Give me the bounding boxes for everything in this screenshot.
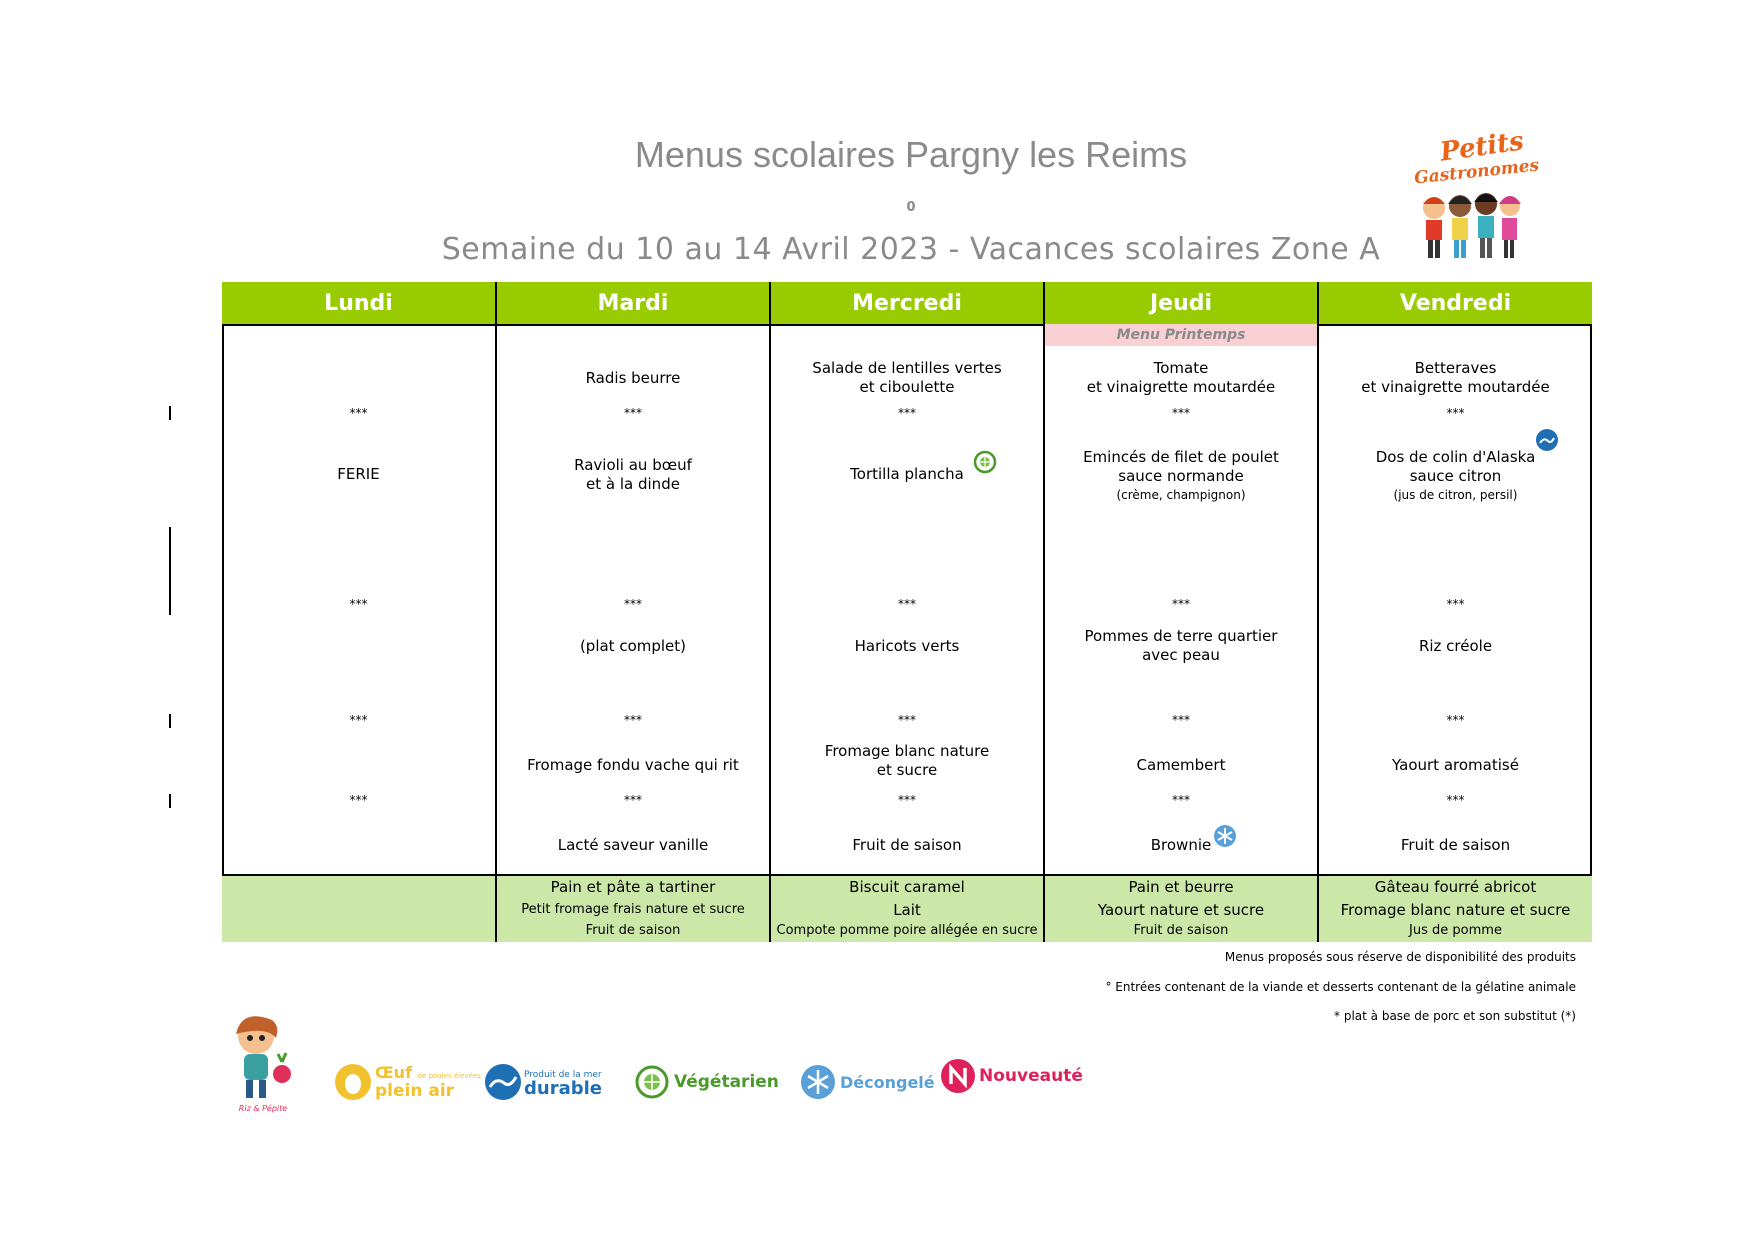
gouter-item: Gâteau fourré abricot <box>1374 878 1537 896</box>
day-column-mardi <box>497 324 771 876</box>
separator: *** <box>898 406 916 420</box>
accompagnement: (plat complet) <box>579 637 687 655</box>
day-header-vendredi: Vendredi <box>1319 282 1592 326</box>
separator: *** <box>1172 406 1190 420</box>
plat-detail: (crème, champignon) <box>1116 488 1246 502</box>
entree: Betteraves <box>1414 359 1497 377</box>
accompagnement: Haricots verts <box>854 637 960 655</box>
legend-nouveaute: Nouveauté <box>940 1056 1083 1096</box>
gouter-item: Biscuit caramel <box>849 878 965 896</box>
separator: *** <box>898 793 916 807</box>
separator: *** <box>1446 406 1465 420</box>
day-header-lundi: Lundi <box>222 282 497 326</box>
entree: Tomate <box>1153 359 1209 377</box>
plat: Dos de colin d'Alaska <box>1375 448 1536 466</box>
legend-decongele: Décongelé <box>800 1062 935 1102</box>
gouter-item: Compote pomme poire allégée en sucre <box>776 923 1038 938</box>
plat: Emincés de filet de poulet <box>1083 448 1279 466</box>
dessert: Fruit de saison <box>1400 836 1511 854</box>
day-header-mercredi: Mercredi <box>771 282 1045 326</box>
separator: *** <box>1172 713 1190 727</box>
menu-item: FERIE <box>337 465 380 483</box>
separator: *** <box>1446 793 1465 807</box>
day-header-mardi: Mardi <box>497 282 771 326</box>
oeuf-icon <box>334 1063 372 1101</box>
separator: *** <box>624 597 642 611</box>
fromage: Fromage fondu vache qui rit <box>527 756 739 774</box>
separator: *** <box>898 597 916 611</box>
dessert: Lacté saveur vanille <box>557 836 709 854</box>
dessert: Fruit de saison <box>852 836 962 854</box>
margin-tick <box>169 406 171 420</box>
fromage: Camembert <box>1136 756 1226 774</box>
separator: *** <box>1172 597 1190 611</box>
margin-tick <box>169 527 171 615</box>
separator: *** <box>624 793 642 807</box>
petits-gastronomes-logo: Petits Gastronomes <box>1410 132 1528 264</box>
gouter-item: Pain et pâte a tartiner <box>550 878 716 896</box>
mascot-icon <box>226 1010 300 1104</box>
margin-tick <box>169 714 171 728</box>
decongele-icon <box>800 1064 836 1100</box>
accompagnement: Pommes de terre quartier <box>1084 627 1278 645</box>
accompagnement: Riz créole <box>1418 637 1493 655</box>
separator: *** <box>349 713 368 727</box>
legend-oeuf: Œuf de poules élevées plein air <box>334 1062 481 1102</box>
note-gelatine: ° Entrées contenant de la viande et desserts contenant de la gélatine animale <box>1105 980 1576 994</box>
plat-detail: (jus de citron, persil) <box>1393 488 1518 502</box>
legend-vegetarien: Végétarien <box>634 1062 779 1102</box>
note-porc: * plat à base de porc et son substitut (*) <box>1334 1009 1576 1023</box>
plat: sauce citron <box>1409 467 1502 485</box>
page-title: Menus scolaires Pargny les Reims <box>634 134 1188 175</box>
entree: et ciboulette <box>859 378 955 396</box>
accompagnement: avec peau <box>1142 646 1220 664</box>
legend-peche-durable: Produit de la mer durable <box>484 1062 602 1102</box>
peche-durable-icon <box>484 1063 522 1101</box>
day-column-vendredi <box>1319 324 1592 876</box>
plat: et à la dinde <box>586 475 680 493</box>
fromage: Yaourt aromatisé <box>1392 756 1519 774</box>
decongele-icon <box>1213 824 1237 848</box>
vegetarien-icon <box>634 1064 670 1100</box>
day-column-mercredi <box>771 324 1045 876</box>
plat: Tortilla plancha <box>850 465 964 483</box>
gouter-item: Yaourt nature et sucre <box>1097 901 1265 919</box>
gouter-item: Jus de pomme <box>1409 923 1502 938</box>
separator: *** <box>1172 793 1190 807</box>
separator: *** <box>898 713 916 727</box>
entree: et vinaigrette moutardée <box>1361 378 1550 396</box>
day-column-lundi <box>222 324 497 876</box>
kids-illustration-icon <box>1410 132 1528 264</box>
note-disponibilite: Menus proposés sous réserve de disponibilité des produits <box>1224 950 1576 964</box>
entree: Radis beurre <box>585 369 681 387</box>
gouter-item: Fromage blanc nature et sucre <box>1340 901 1571 919</box>
separator: *** <box>349 406 368 420</box>
day-column-jeudi <box>1045 324 1319 876</box>
fromage: Fromage blanc nature <box>824 742 990 760</box>
plat: sauce normande <box>1118 467 1244 485</box>
fromage: et sucre <box>876 761 938 779</box>
gouter-jeudi <box>1045 874 1319 942</box>
gouter-item: Pain et beurre <box>1128 878 1234 896</box>
dessert: Brownie <box>1150 836 1212 854</box>
entree: Salade de lentilles vertes <box>812 359 1002 377</box>
page-code: 0 <box>906 200 916 215</box>
gouter-item: Petit fromage frais nature et sucre <box>521 902 745 917</box>
nouveaute-icon <box>940 1058 976 1094</box>
separator: *** <box>349 597 368 611</box>
entree: et vinaigrette moutardée <box>1086 378 1276 396</box>
gouter-item: Fruit de saison <box>1133 923 1229 938</box>
gouter-item: Lait <box>893 901 921 919</box>
separator: *** <box>1446 713 1465 727</box>
separator: *** <box>624 713 642 727</box>
menu-printemps-label: Menu Printemps <box>1045 324 1317 346</box>
plat: Ravioli au bœuf <box>574 456 692 474</box>
gouter-lundi <box>222 874 497 942</box>
gouter-vendredi <box>1319 874 1592 942</box>
separator: *** <box>624 406 642 420</box>
week-title: Semaine du 10 au 14 Avril 2023 - Vacances scolaires Zone A <box>441 232 1381 267</box>
margin-tick <box>169 794 171 808</box>
mascot-riz-pepite: Riz & Pépite <box>226 1010 300 1116</box>
gouter-item: Fruit de saison <box>585 923 681 938</box>
vegetarien-icon <box>973 450 997 474</box>
day-header-jeudi: Jeudi <box>1045 282 1319 326</box>
separator: *** <box>1446 597 1465 611</box>
separator: *** <box>349 793 368 807</box>
gouter-mercredi <box>771 874 1045 942</box>
gouter-mardi <box>497 874 771 942</box>
